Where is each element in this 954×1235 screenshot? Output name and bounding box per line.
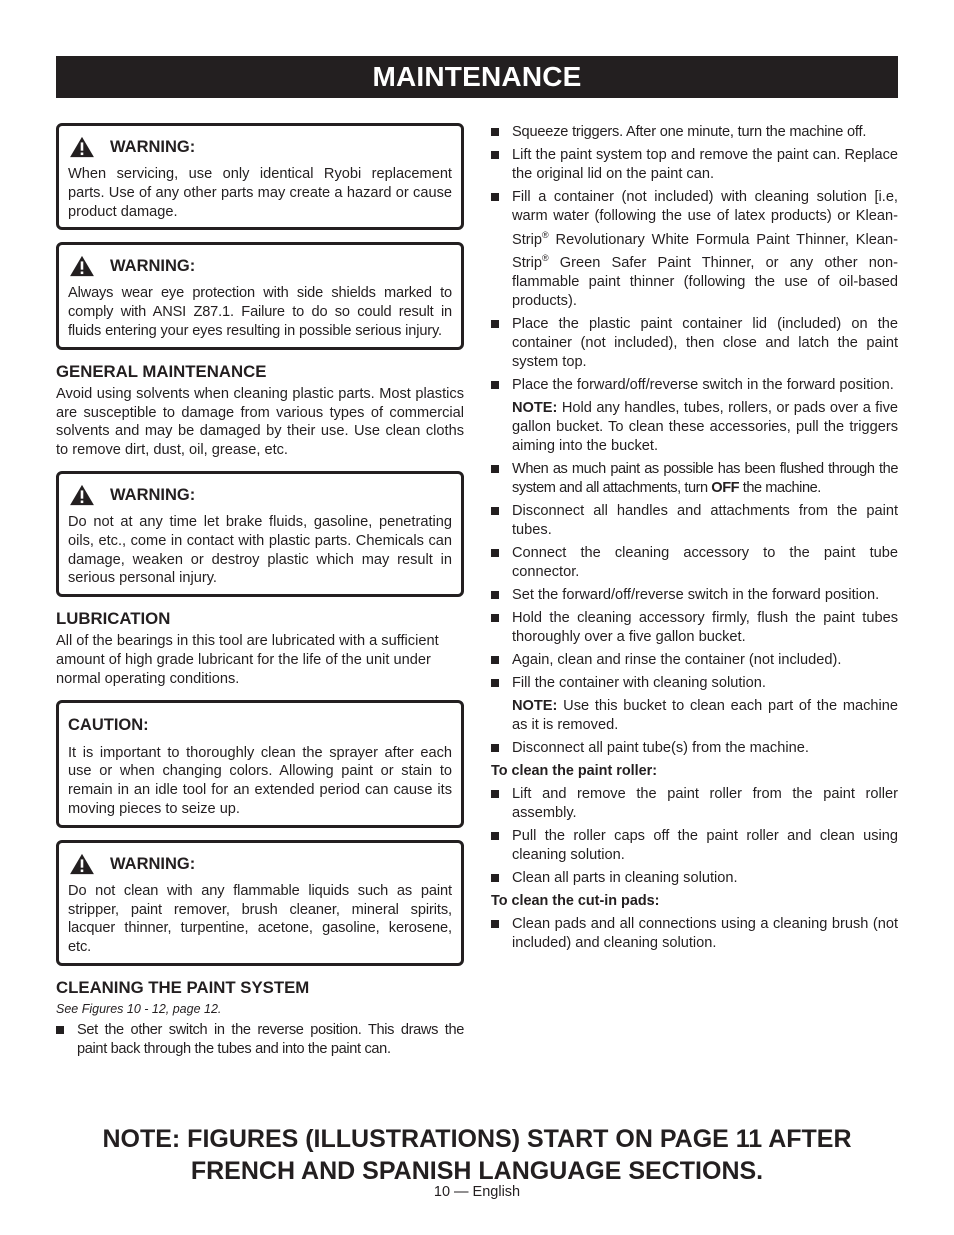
note-bucket-removal: NOTE: Use this bucket to clean each part of the machine as it is removed. [512, 698, 898, 734]
warning-title: WARNING: [110, 485, 196, 504]
left-column [56, 123, 464, 1063]
warning-triangle-icon [68, 255, 96, 277]
square-bullet-icon [491, 679, 499, 687]
square-bullet-icon [491, 320, 499, 328]
square-bullet-icon [491, 874, 499, 882]
warning-box-plastic-parts [56, 471, 464, 597]
warning-box-flammable-liquids [56, 840, 464, 966]
warning-text: When servicing, use only identical Ryobi replacement parts. Use of any other parts may create a hazard or cause product damage. [68, 166, 452, 220]
caution-box [56, 700, 464, 828]
square-bullet-icon [491, 128, 499, 136]
list-item: Again, clean and rinse the container (not included). [491, 651, 898, 670]
warning-box-eye-protection [56, 242, 464, 349]
warning-triangle-icon [68, 136, 96, 158]
list-item: Connect the cleaning accessory to the paint tube connector. [491, 544, 898, 582]
cleaning-steps-right [491, 123, 898, 395]
warning-box-replacement-parts [56, 123, 464, 230]
list-item: Set the forward/off/reverse switch in the forward position. [491, 586, 898, 605]
square-bullet-icon [491, 549, 499, 557]
square-bullet-icon [491, 151, 499, 159]
warning-triangle-icon [68, 484, 96, 506]
warning-text: Do not clean with any flammable liquids such as paint stripper, paint remover, brush cleaner, mineral spirits, lacquer thinner, turpentine, acetone, gasoline, kerosene, etc. [68, 882, 452, 956]
warning-title: WARNING: [110, 854, 196, 873]
list-item: Clean pads and all connections using a cleaning brush (not included) and cleaning solution. [491, 915, 898, 953]
list-item: Squeeze triggers. After one minute, turn the machine off. [491, 123, 898, 142]
square-bullet-icon [491, 656, 499, 664]
cut-in-pads-subheading: To clean the cut-in pads: [491, 893, 660, 910]
cleaning-steps-left [56, 1021, 464, 1059]
square-bullet-icon [491, 193, 499, 201]
square-bullet-icon [491, 465, 499, 473]
lubrication-heading: LUBRICATION [56, 609, 171, 629]
caution-title: CAUTION: [68, 715, 149, 734]
general-maintenance-heading: GENERAL MAINTENANCE [56, 361, 267, 381]
list-item: Fill a container (not included) with cleaning solution [i.e, warm water (following the use of latex products) or Klean-Strip® Revolutionary White Formula Paint Thinner, Klean-Strip® Green Safer Paint Thinner, or any other non-flammable paint thinner (following the use of oil-based products). [491, 188, 898, 311]
warning-text: Always wear eye protection with side shields marked to comply with ANSI Z87.1. Failure to do so could result in fluids entering your eyes resulting in possible serious injury. [68, 285, 452, 339]
square-bullet-icon [491, 832, 499, 840]
paint-roller-subheading: To clean the paint roller: [491, 763, 658, 780]
square-bullet-icon [491, 381, 499, 389]
right-column [491, 123, 898, 957]
list-item: Clean all parts in cleaning solution. [491, 869, 898, 888]
list-item: Fill the container with cleaning solution. [491, 674, 898, 693]
warning-title: WARNING: [110, 138, 196, 156]
square-bullet-icon [491, 507, 499, 515]
page-footer: 10 — English [433, 1184, 521, 1200]
warning-triangle-icon [68, 853, 96, 875]
list-item: Place the plastic paint container lid (included) on the container (not included), then close and latch the paint system top. [491, 315, 898, 371]
square-bullet-icon [491, 614, 499, 622]
square-bullet-icon [491, 744, 499, 752]
general-maintenance-text: Avoid using solvents when cleaning plastic parts. Most plastics are susceptible to damage from various types of commercial solvents and may be damaged by their use. Use clean cloths to remove dirt, dust, oil, grease, etc. [56, 385, 464, 459]
square-bullet-icon [56, 1026, 64, 1034]
list-item: Disconnect all paint tube(s) from the machine. [491, 739, 898, 758]
figure-reference: See Figures 10 - 12, page 12. [56, 1001, 222, 1016]
list-item: Pull the roller caps off the paint roller and clean using cleaning solution. [491, 827, 898, 865]
square-bullet-icon [491, 790, 499, 798]
warning-text: Do not at any time let brake fluids, gasoline, penetrating oils, etc., come in contact with plastic parts. Chemicals can damage, weaken or destroy plastic which may result in serious personal injury. [68, 513, 452, 587]
list-item: Place the forward/off/reverse switch in the forward position. [491, 376, 898, 395]
list-item: Lift and remove the paint roller from the paint roller assembly. [491, 785, 898, 823]
list-item: Hold the cleaning accessory firmly, flush the paint tubes thoroughly over a five gallon bucket. [491, 609, 898, 647]
list-item: When as much paint as possible has been flushed through the system and all attachments, turn OFF the machine. [491, 460, 898, 498]
list-item: Set the other switch in the reverse position. This draws the paint back through the tubes and into the paint can. [56, 1021, 464, 1059]
cleaning-paint-system-heading: CLEANING THE PAINT SYSTEM [56, 977, 310, 997]
square-bullet-icon [491, 920, 499, 928]
list-item: Disconnect all handles and attachments from the paint tubes. [491, 502, 898, 540]
square-bullet-icon [491, 591, 499, 599]
page-title: MAINTENANCE [56, 56, 898, 98]
figures-note: NOTE: FIGURES (ILLUSTRATIONS) START ON PAGE 11 AFTER FRENCH AND SPANISH LANGUAGE SECTIONS. [102, 1125, 852, 1185]
list-item: Lift the paint system top and remove the paint can. Replace the original lid on the paint can. [491, 146, 898, 184]
warning-title: WARNING: [110, 257, 196, 276]
note-bucket: NOTE: Hold any handles, tubes, rollers, or pads over a five gallon bucket. To clean these accessories, pull the triggers aiming into the bucket. [512, 400, 898, 454]
lubrication-text: All of the bearings in this tool are lubricated with a sufficient amount of high grade lubricant for the life of the unit under normal operating conditions. [56, 633, 439, 687]
caution-text: It is important to thoroughly clean the sprayer after each use or when changing colors. Allowing paint or stain to remain in an idle tool for an extended period can cause its moving pieces to seize up. [68, 744, 452, 817]
